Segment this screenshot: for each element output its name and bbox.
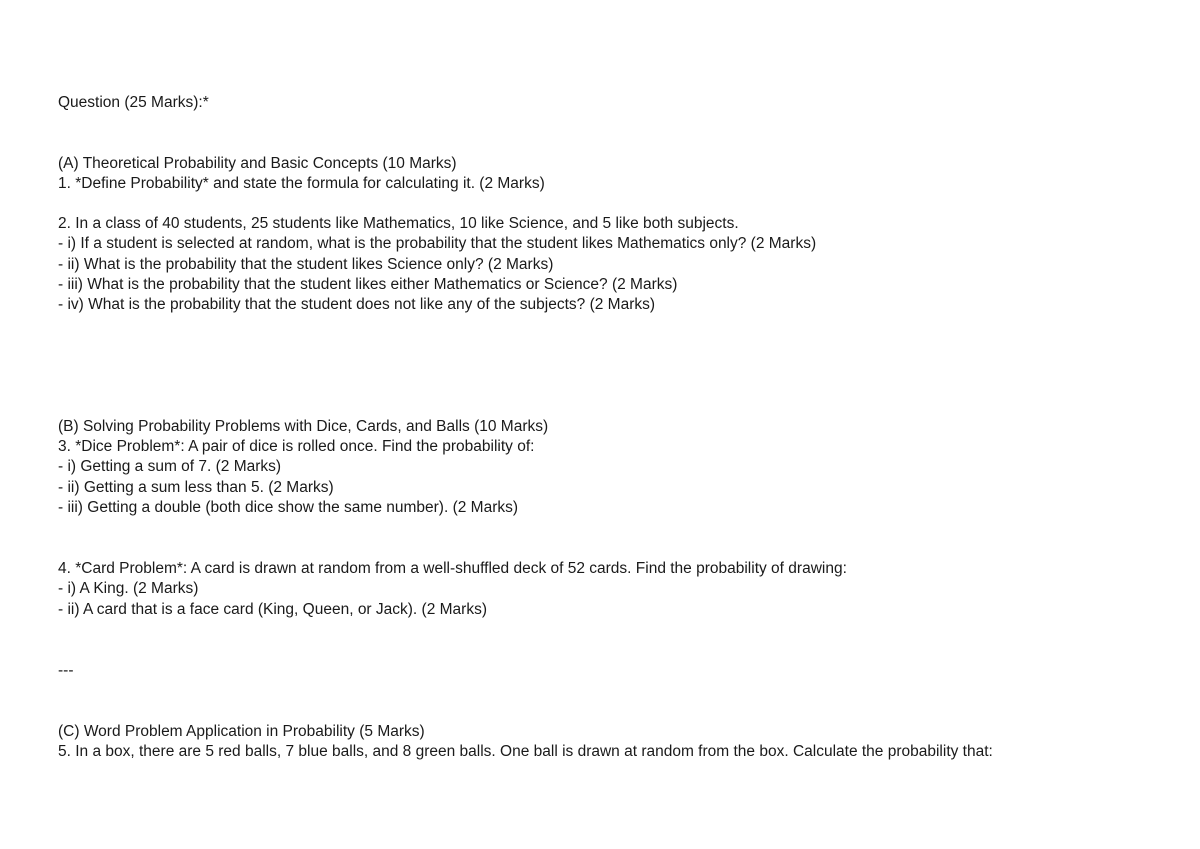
section-c-heading: (C) Word Problem Application in Probability (5 Marks) [58, 723, 425, 740]
question-4: 4. *Card Problem*: A card is drawn at random from a well-shuffled deck of 52 cards. Find the probability of drawing: [58, 560, 847, 577]
question-2: 2. In a class of 40 students, 25 students like Mathematics, 10 like Science, and 5 like both subjects. [58, 215, 739, 232]
question-3-part-i: - i) Getting a sum of 7. (2 Marks) [58, 458, 282, 475]
separator: --- [58, 662, 74, 679]
question-2-part-iii: - iii) What is the probability that the student likes either Mathematics or Science? (2 Marks) [58, 276, 678, 293]
question-2-part-iv: - iv) What is the probability that the student does not like any of the subjects? (2 Marks) [58, 296, 656, 313]
question-3-part-ii: - ii) Getting a sum less than 5. (2 Marks) [58, 479, 334, 496]
question-2-part-i: - i) If a student is selected at random, what is the probability that the student likes Mathematics only? (2 Marks) [58, 235, 817, 252]
question-4-part-ii: - ii) A card that is a face card (King, Queen, or Jack). (2 Marks) [58, 601, 487, 618]
question-3-part-iii: - iii) Getting a double (both dice show the same number). (2 Marks) [58, 499, 519, 516]
question-4-part-i: - i) A King. (2 Marks) [58, 580, 199, 597]
question-2-part-ii: - ii) What is the probability that the student likes Science only? (2 Marks) [58, 256, 554, 273]
question-5: 5. In a box, there are 5 red balls, 7 blue balls, and 8 green balls. One ball is drawn at random from the box. Calculate the probability that: [58, 743, 993, 760]
question-title: Question (25 Marks):* [58, 94, 209, 111]
question-1: 1. *Define Probability* and state the formula for calculating it. (2 Marks) [58, 175, 545, 192]
question-3: 3. *Dice Problem*: A pair of dice is rolled once. Find the probability of: [58, 438, 535, 455]
section-a-heading: (A) Theoretical Probability and Basic Concepts (10 Marks) [58, 155, 457, 172]
section-b-heading: (B) Solving Probability Problems with Dice, Cards, and Balls (10 Marks) [58, 418, 549, 435]
